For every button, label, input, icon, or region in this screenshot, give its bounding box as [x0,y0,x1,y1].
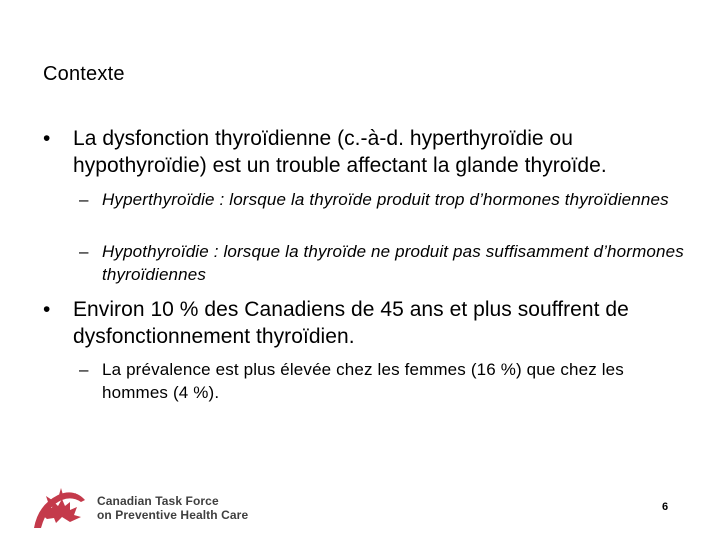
organization-logo [30,488,248,528]
maple-leaf-sun-icon [30,488,88,528]
organization-name-line-2: on Preventive Health Care [97,508,249,522]
sub-bullet-item [79,358,689,404]
sub-bullet-marker: – [79,242,89,261]
bullet-item [43,296,693,350]
sub-bullet-marker: – [79,360,89,379]
bullet-text: Environ 10 % des Canadiens de 45 ans et plus souffrent de dysfonctionnement thyroïdien. [73,298,629,348]
bullet-marker: • [43,127,51,150]
sub-bullet-item [79,240,689,286]
sub-bullet-text: La prévalence est plus élevée chez les femmes (16 %) que chez les hommes (4 %). [102,360,624,402]
sub-bullet-text: Hyperthyroïdie : lorsque la thyroïde produit trop d’hormones thyroïdiennes [102,190,669,209]
bullet-marker: • [43,298,51,321]
sub-bullet-item [79,188,689,211]
organization-name-line-1: Canadian Task Force [97,494,219,508]
page-number: 6 [662,501,669,513]
sub-bullet-text: Hypothyroïdie : lorsque la thyroïde ne produit pas suffisamment d’hormones thyroïdiennes [102,242,684,284]
slide-title: Contexte [43,63,125,85]
bullet-item [43,125,693,179]
sub-bullet-marker: – [79,190,89,209]
bullet-text: La dysfonction thyroïdienne (c.-à-d. hyperthyroïdie ou hypothyroïdie) est un trouble affectant la glande thyroïde. [73,127,607,177]
organization-name [97,494,248,522]
